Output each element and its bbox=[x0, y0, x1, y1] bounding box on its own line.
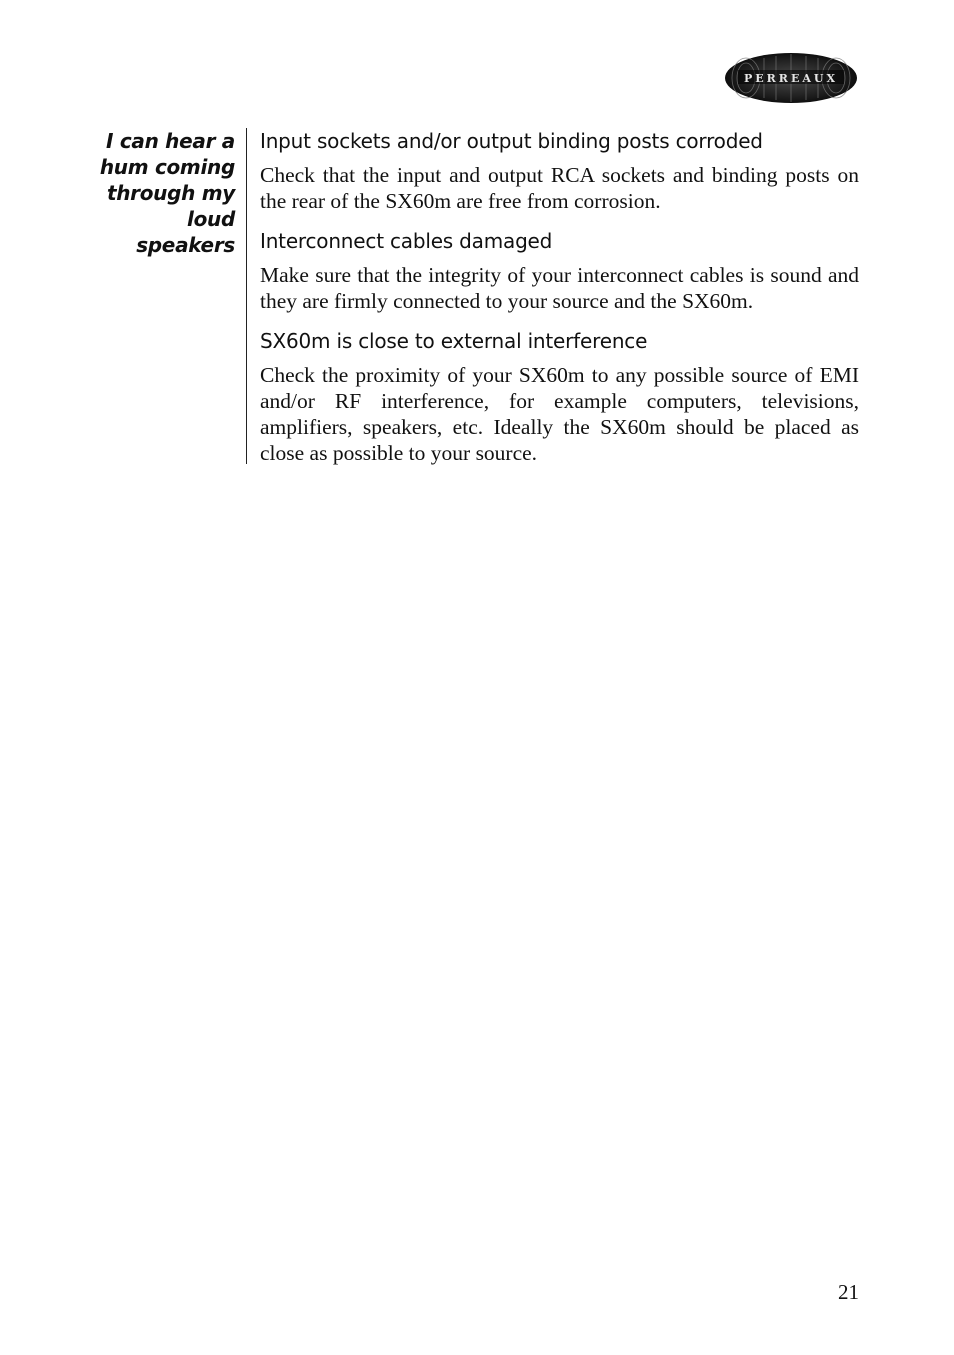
logo-wordmark: PERREAUX bbox=[744, 72, 838, 85]
problem-title-line: hum coming bbox=[99, 155, 235, 179]
troubleshooting-content bbox=[260, 128, 859, 480]
problem-title bbox=[90, 128, 235, 258]
cause-heading: Input sockets and/or output binding posts corroded bbox=[260, 129, 763, 153]
cause-body: Make sure that the integrity of your interconnect cables is sound and they are firmly connected to your source and the SX60m. bbox=[260, 263, 859, 313]
problem-title-line: through my bbox=[106, 181, 235, 205]
page-number: 21 bbox=[838, 1280, 859, 1304]
problem-title-line: speakers bbox=[136, 233, 235, 257]
cause-heading: SX60m is close to external interference bbox=[260, 329, 648, 353]
cause-heading: Interconnect cables damaged bbox=[260, 229, 553, 253]
cause-section bbox=[260, 328, 859, 466]
cause-body: Check the proximity of your SX60m to any possible source of EMI and/or RF interference, for example computers, televisions, amplifiers, speakers, etc. Ideally the SX60m should be placed as close as possible to your source. bbox=[260, 363, 859, 465]
cause-body: Check that the input and output RCA sockets and binding posts on the rear of the SX60m are free from corrosion. bbox=[260, 163, 859, 213]
problem-title-line: I can hear a bbox=[106, 129, 235, 153]
problem-title-line: loud bbox=[187, 207, 235, 231]
column-divider bbox=[246, 128, 247, 464]
perreaux-logo bbox=[724, 52, 858, 104]
cause-section bbox=[260, 228, 859, 314]
cause-section bbox=[260, 128, 859, 214]
